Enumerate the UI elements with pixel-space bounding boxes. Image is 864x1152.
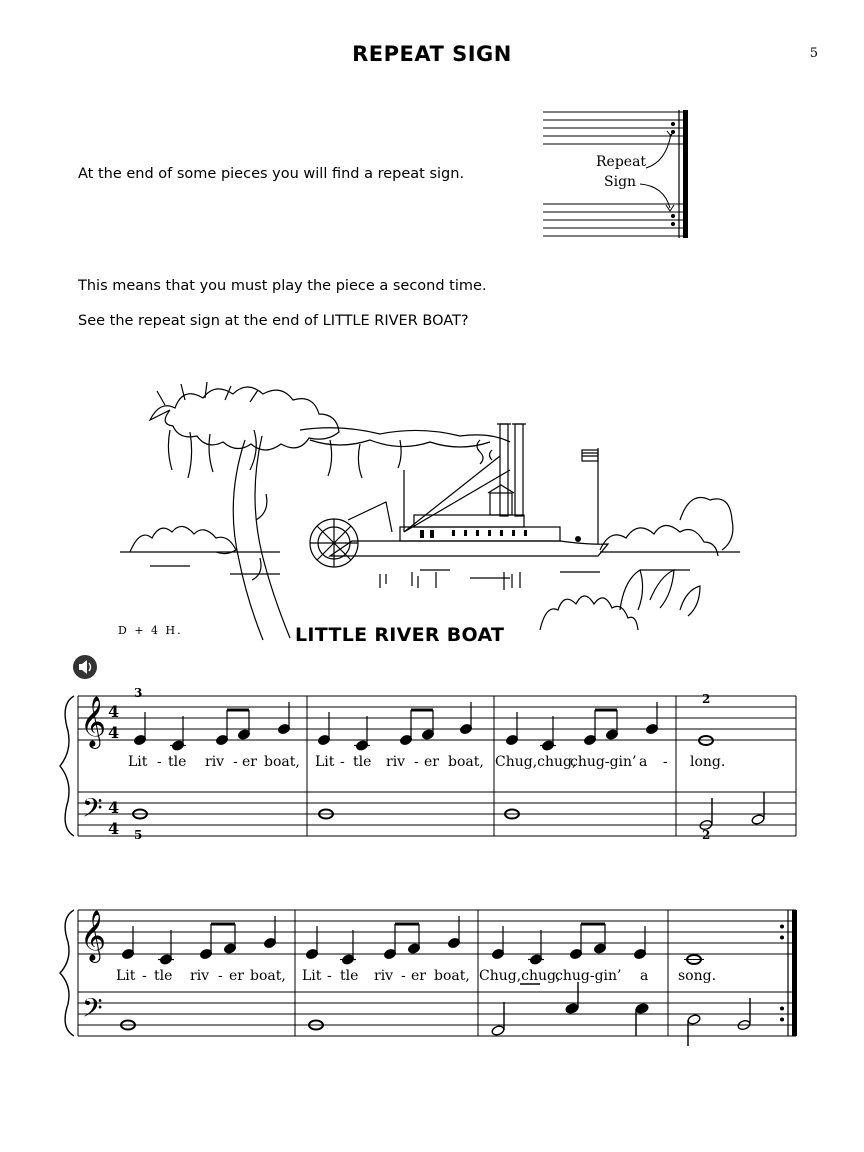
intro-line-2: This means that you must play the piece a second time. <box>78 278 487 294</box>
lyric: er <box>242 754 257 770</box>
lyric: - <box>327 968 332 984</box>
lyric: - <box>663 754 668 770</box>
svg-text:𝄞: 𝄞 <box>80 696 107 747</box>
repeat-label: Repeat <box>596 154 647 170</box>
intro-line-3: See the repeat sign at the end of LITTLE RIVER BOAT? <box>78 313 469 329</box>
lyric: - <box>157 754 162 770</box>
sign-label: Sign <box>604 174 637 190</box>
page-number: 5 <box>809 46 818 61</box>
lyric: Lit <box>302 968 322 984</box>
song-title: LITTLE RIVER BOAT <box>295 624 505 646</box>
lyric: riv <box>190 968 210 984</box>
lyric: Lit <box>116 968 136 984</box>
fingering-treble-m1: 3 <box>134 686 143 700</box>
lyric: long. <box>690 754 726 770</box>
lyric: er <box>411 968 426 984</box>
svg-text:𝄢: 𝄢 <box>82 992 103 1030</box>
lyric: boat, <box>250 968 286 984</box>
lyric: - <box>218 968 223 984</box>
lyric: - <box>142 968 147 984</box>
svg-text:4: 4 <box>108 798 120 817</box>
svg-text:4: 4 <box>108 819 120 838</box>
lyric: boat, <box>264 754 300 770</box>
lyric: chug-gin’ <box>570 754 637 770</box>
page-title: REPEAT SIGN <box>352 42 512 66</box>
lyric: tle <box>154 968 173 984</box>
svg-text:𝄞: 𝄞 <box>80 910 107 961</box>
fingering-treble-m4: 2 <box>702 692 711 706</box>
lyric: boat, <box>434 968 470 984</box>
lyric: - <box>414 754 419 770</box>
illustrator-initials: D + 4 H. <box>118 624 183 637</box>
fingering-bass-m1: 5 <box>134 828 143 842</box>
lyric: a <box>639 754 648 770</box>
lyric: - <box>401 968 406 984</box>
lyric: Chug,chug, <box>479 968 561 984</box>
lyric: riv <box>374 968 394 984</box>
lyric: Lit <box>315 754 335 770</box>
lyric: riv <box>386 754 406 770</box>
lyric: tle <box>168 754 187 770</box>
lyric: boat, <box>448 754 484 770</box>
lyric: er <box>229 968 244 984</box>
intro-line-1: At the end of some pieces you will find a repeat sign. <box>78 166 465 182</box>
lyric: Lit <box>128 754 148 770</box>
lyric: - <box>340 754 345 770</box>
svg-text:𝄢: 𝄢 <box>82 792 103 830</box>
lyric: tle <box>353 754 372 770</box>
lyric: tle <box>340 968 359 984</box>
lyric: er <box>424 754 439 770</box>
lyric: song. <box>678 968 717 984</box>
svg-text:4: 4 <box>108 702 120 721</box>
lyric: - <box>233 754 238 770</box>
lyric: riv <box>205 754 225 770</box>
fingering-bass-m4: 2 <box>702 828 711 842</box>
lyric: Chug,chug, <box>495 754 577 770</box>
lyric: a <box>640 968 649 984</box>
svg-text:4: 4 <box>108 723 120 742</box>
lyric: chug-gin’ <box>555 968 622 984</box>
